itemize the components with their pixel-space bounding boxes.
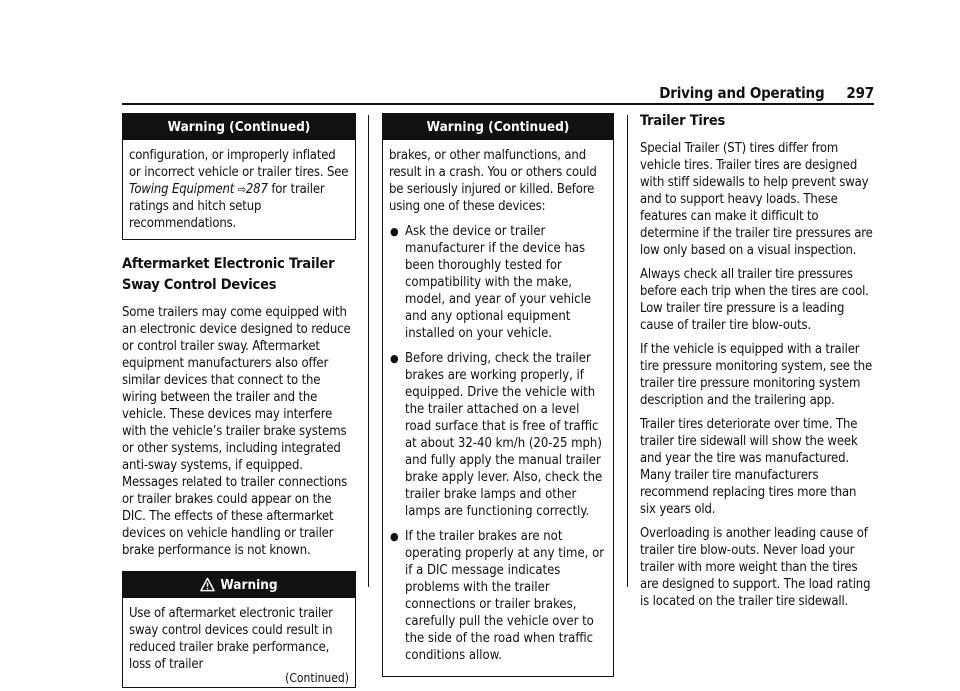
warning-intro: brakes, or other malfunctions, and result in a crash. You or others could be seriously injured or killed. Before using one of these devices: [389,148,597,214]
list-item [389,223,607,342]
paragraph: Always check all trailer tire pressures before each trip when the tires are cool. Low trailer tire pressure is a leading cause of trailer tire blow-outs. [640,267,869,333]
column-1 [122,113,356,688]
list-item [389,350,607,520]
paragraph: If the vehicle is equipped with a trailer tire pressure monitoring system, see the trailer tire pressure monitoring system description and the trailering app. [640,342,873,408]
list-item [389,528,607,664]
warning-box-body [123,140,355,239]
warning-icon [200,577,215,592]
warning-box-title: Warning (Continued) [383,114,613,140]
warning-box-body [383,140,613,676]
list-item-text: If the trailer brakes are not operating properly at any time, or if a DIC message indicates problems with the trailer connections or trailer brakes, carefully pull the vehicle over to the side of the road when traffic conditions allow. [405,529,605,663]
list-item-text: Before driving, check the trailer brakes are working properly, if equipped. Drive the vehicle with the trailer attached on a level road surface that is free of traffic at about 32-40 km/h (20-25 mph) and fully apply the manual trailer brake apply lever. Also, check the trailer brake lamps and other lamps are functioning correctly. [405,351,603,519]
page-header [122,84,874,104]
bullet-icon: ● [390,530,399,543]
warning-box-title: Warning (Continued) [123,114,355,140]
warning-box-continued [382,113,614,677]
column-divider-2 [627,115,628,587]
continued-label: (Continued) [285,671,349,685]
warning-text: Use of aftermarket electronic trailer sway control devices could result in reduced trailer brake performance, loss of trailer [129,606,333,672]
warning-text-b: for trailer ratings and hitch setup recommendations. [129,182,325,231]
section-heading-trailer-tires: Trailer Tires [640,113,726,129]
bullet-icon: ● [390,225,399,238]
warning-title-text: Warning [220,577,278,593]
header-rule [122,103,874,105]
column-2 [382,113,614,691]
warning-box-continued [122,113,356,240]
page-ref-number[interactable]: 287 [245,182,268,197]
column-divider-1 [368,115,369,587]
warning-text [129,147,349,232]
page-number: 297 [846,84,874,102]
towing-equipment-link[interactable]: Towing Equipment [129,182,235,197]
paragraph: Special Trailer (ST) tires differ from vehicle tires. Trailer tires are designed with stiff sidewalls to help prevent sway and to support heavy loads. These features can make it difficult to determine if the trailer tire pressures are low only based on a visual inspection. [640,141,873,258]
warning-text-a: configuration, or improperly inflated or incorrect vehicle or trailer tires. See [129,148,349,180]
list-item-text: Ask the device or trailer manufacturer if the device has been thoroughly tested for compatibility with the make, model, and year of your vehicle and any optional equipment installed on your vehicle. [405,224,592,341]
section-title: Driving and Operating [659,84,825,102]
section-heading-sway-control: Aftermarket Electronic Trailer Sway Control Devices [122,256,335,293]
warning-box [122,571,356,688]
page-ref-arrow-icon: ⇨ [237,183,246,196]
warning-box-body [123,598,355,687]
warning-box-title [123,572,355,598]
bullet-icon: ● [390,352,399,365]
paragraph: Overloading is another leading cause of trailer tire blow-outs. Never load your trailer with more weight than the tires are designed to support. The load rating is located on the trailer tire sidewall. [640,526,871,609]
paragraph: Trailer tires deteriorate over time. The trailer tire sidewall will show the week and year the tire was manufactured. Many trailer tire manufacturers recommend replacing tires more than six years old. [640,417,858,517]
warning-bullet-list [389,223,607,664]
sway-control-paragraph: Some trailers may come equipped with an electronic device designed to reduce or control trailer sway. Aftermarket equipment manufacturers also offer similar devices that connect to the wiring between the trailer and the vehicle. These devices may interfere with the vehicle’s trailer brake systems or other systems, including integrated anti-sway systems, if equipped. Messages related to trailer connections or trailer brakes could appear on the DIC. The effects of these aftermarket devices on vehicle handling or trailer brake performance is not known. [122,305,351,558]
column-3 [640,113,874,617]
